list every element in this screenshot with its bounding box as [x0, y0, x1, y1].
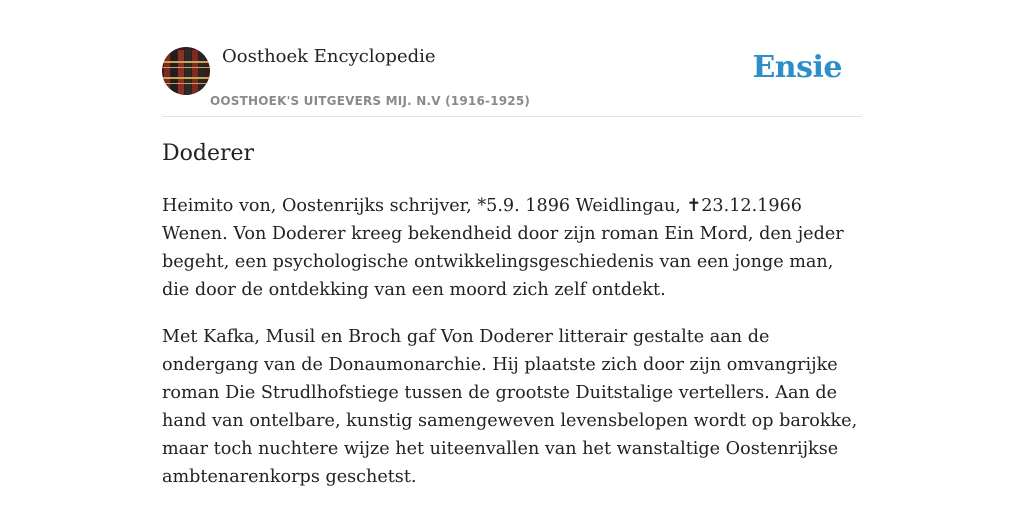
book-spines-icon	[162, 47, 210, 95]
encyclopedia-avatar[interactable]	[162, 47, 210, 95]
article-term: Doderer	[162, 141, 255, 166]
encyclopedia-title[interactable]: Oosthoek Encyclopedie	[222, 46, 436, 67]
header	[162, 0, 862, 117]
brand-logo[interactable]: Ensie	[752, 50, 842, 85]
publisher-subtitle: OOSTHOEK'S UITGEVERS MIJ. N.V (1916-1925)	[210, 94, 531, 108]
article-paragraph: Heimito von, Oostenrijks schrijver, *5.9. 1896 Weidlingau, ✝23.12.1966 Wenen. Von Doderer kreeg bekendheid door zijn roman Ein Mord, den jeder begeht, een psychologische ontwikkelingsgeschiedenis van een jonge man, die door de ontdekking van een moord zich zelf ontdekt.	[162, 196, 844, 300]
article-paragraph: Met Kafka, Musil en Broch gaf Von Doderer litterair gestalte aan de ondergang van de Donaumonarchie. Hij plaatste zich door zijn omvangrijke roman Die Strudlhofstiege tussen de grootste Duitstalige vertellers. Aan de hand van ontelbare, kunstig samengeweven levensbelopen wordt op barokke, maar toch nuchtere wijze het uiteenvallen van het wanstaltige Oostenrijkse ambtenarenkorps geschetst.	[162, 327, 858, 487]
page-container	[162, 0, 862, 487]
